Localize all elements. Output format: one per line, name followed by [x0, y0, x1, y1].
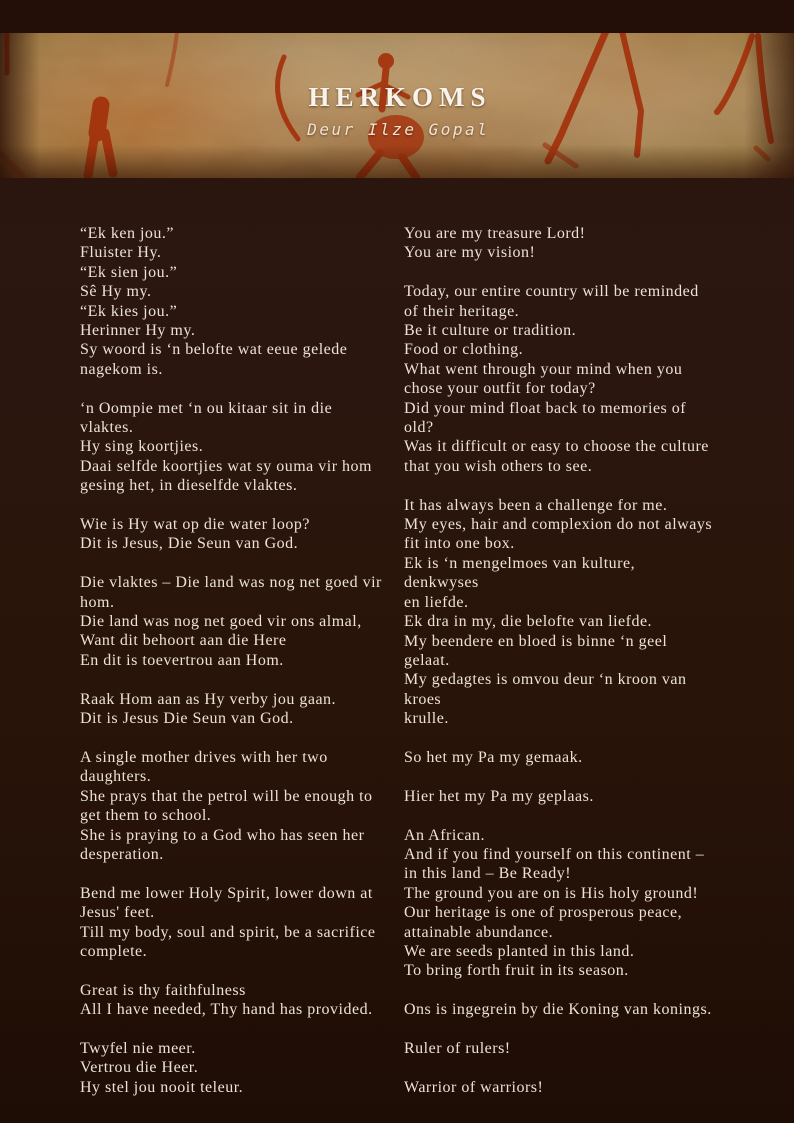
poem-line: Hier het my Pa my geplaas.: [404, 787, 594, 805]
poem-line: My eyes, hair and complexion do not always: [404, 516, 713, 534]
poem-line: Fluister Hy.: [80, 244, 162, 262]
stanza: [80, 981, 390, 1020]
poem-line: Was it difficult or easy to choose the culture: [404, 438, 709, 456]
poem-line: ‘n Oompie met ‘n ou kitaar sit in die vlaktes.: [80, 399, 333, 437]
poem-line: Want dit behoort aan die Here: [80, 632, 287, 650]
poem-line: And if you find yourself on this continent –: [404, 845, 705, 863]
poem-line: Food or clothing.: [404, 341, 524, 359]
stanza: [80, 690, 390, 729]
poem-line: fit into one box.: [404, 535, 515, 553]
stanza: [404, 1039, 714, 1058]
poem-line: En dit is toevertrou aan Hom.: [80, 651, 284, 669]
poem-line: Raak Hom aan as Hy verby jou gaan.: [80, 690, 337, 708]
poem-column-left: [80, 224, 390, 1097]
poem-line: Jesus' feet.: [80, 904, 155, 922]
poem-line: So het my Pa my gemaak.: [404, 748, 583, 766]
poem-line: en liefde.: [404, 593, 469, 611]
poem-line: An African.: [404, 826, 486, 844]
poem-column-right: [404, 224, 714, 1097]
stanza: [80, 573, 390, 670]
poem-line: Wie is Hy wat op die water loop?: [80, 516, 310, 534]
poem-line: of their heritage.: [404, 302, 520, 320]
poem-line: in this land – Be Ready!: [404, 865, 572, 883]
poem-line: To bring forth fruit in its season.: [404, 962, 629, 980]
poem-line: Did your mind float back to memories of: [404, 399, 687, 417]
poem-line: A single mother drives with her two: [80, 748, 328, 766]
poem-line: Herinner Hy my.: [80, 322, 196, 340]
poem-line: desperation.: [80, 845, 164, 863]
poem-line: “Ek kies jou.”: [80, 302, 178, 320]
poem-line: chose your outfit for today?: [404, 380, 596, 398]
poem-line: Twyfel nie meer.: [80, 1039, 196, 1057]
stanza: [80, 748, 390, 864]
stanza: [404, 1078, 714, 1097]
stanza: [80, 884, 390, 962]
poem-line: Be it culture or tradition.: [404, 322, 577, 340]
poem-line: old?: [404, 419, 434, 437]
poem-line: get them to school.: [80, 807, 212, 825]
header-banner: [0, 33, 794, 178]
poem-line: Ek dra in my, die belofte van liefde.: [404, 613, 653, 631]
poem-line: My beendere en bloed is binne ‘n geel: [404, 632, 668, 650]
poem-line: Bend me lower Holy Spirit, lower down at: [80, 884, 373, 902]
stanza: [80, 224, 390, 379]
poem-line: Today, our entire country will be reminded: [404, 283, 699, 301]
stanza: [404, 224, 714, 263]
poem-line: You are my treasure Lord!: [404, 225, 586, 242]
poem-line: It has always been a challenge for me.: [404, 496, 668, 514]
poem-line: Dit is Jesus Die Seun van God.: [80, 710, 294, 728]
stanza: [80, 515, 390, 554]
poem-line: “Ek ken jou.”: [80, 225, 175, 242]
stanza: [80, 399, 390, 496]
poem-line: attainable abundance.: [404, 923, 554, 941]
poem-line: krulle.: [404, 710, 449, 728]
banner-text: [0, 33, 794, 178]
stanza: [404, 826, 714, 981]
poem-line: Sê Hy my.: [80, 283, 152, 301]
poem-line: You are my vision!: [404, 244, 536, 262]
poem-line: What went through your mind when you: [404, 360, 683, 378]
poem-line: Ruler of rulers!: [404, 1039, 511, 1057]
poem-line: Daai selfde koortjies wat sy ouma vir hom: [80, 457, 372, 475]
poem-line: She prays that the petrol will be enough to: [80, 787, 373, 805]
stanza: [80, 1039, 390, 1097]
top-strip: [0, 0, 794, 33]
poem-line: The ground you are on is His holy ground!: [404, 884, 699, 902]
poem-line: hom.: [80, 593, 115, 611]
stanza: [404, 496, 714, 729]
poem-line: Dit is Jesus, Die Seun van God.: [80, 535, 299, 553]
poem-line: “Ek sien jou.”: [80, 263, 178, 281]
page-author: Deur Ilze Gopal: [307, 120, 490, 139]
poem-line: that you wish others to see.: [404, 457, 593, 475]
poem-line: Our heritage is one of prosperous peace,: [404, 904, 683, 922]
poem-content: [0, 178, 794, 1097]
poem-line: gesing het, in dieselfde vlaktes.: [80, 477, 298, 495]
poem-line: Die vlaktes – Die land was nog net goed vir: [80, 574, 382, 592]
poem-line: Great is thy faithfulness: [80, 981, 246, 999]
poem-line: daughters.: [80, 768, 152, 786]
stanza: [404, 748, 714, 767]
poem-line: Ek is ‘n mengelmoes van kulture, denkwyses: [404, 554, 636, 592]
poem-line: Vertrou die Heer.: [80, 1059, 199, 1077]
poem-line: My gedagtes is omvou deur ‘n kroon van kroes: [404, 671, 687, 708]
poem-line: All I have needed, Thy hand has provided.: [80, 1001, 373, 1019]
page-title: HERKOMS: [308, 82, 492, 112]
poem-line: nagekom is.: [80, 360, 163, 378]
stanza: [404, 1000, 714, 1019]
poem-line: gelaat.: [404, 651, 450, 669]
poem-line: Ons is ingegrein by die Koning van konings.: [404, 1001, 712, 1019]
stanza: [404, 282, 714, 476]
stanza: [404, 787, 714, 806]
poem-line: Warrior of warriors!: [404, 1078, 544, 1096]
poem-line: Hy stel jou nooit teleur.: [80, 1078, 244, 1096]
poem-line: She is praying to a God who has seen her: [80, 826, 365, 844]
poem-line: Sy woord is ‘n belofte wat eeue gelede: [80, 341, 348, 359]
poem-line: Hy sing koortjies.: [80, 438, 204, 456]
poem-line: complete.: [80, 942, 148, 960]
poem-line: Till my body, soul and spirit, be a sacrifice: [80, 923, 376, 941]
poem-line: We are seeds planted in this land.: [404, 942, 635, 960]
poem-line: Die land was nog net goed vir ons almal,: [80, 613, 362, 631]
